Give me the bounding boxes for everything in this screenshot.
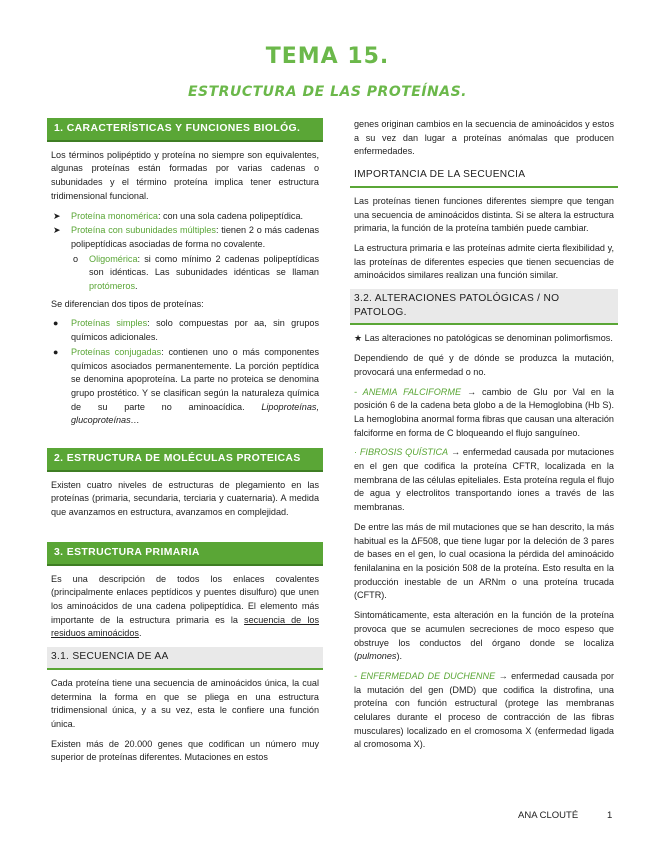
text: → enfermedad causada por la mutación del gen (DMD) que codifica la distrofina, una proteína con función estructural (protege las membranas celulares durante el proceso de contracción de las fibras musculares) localizado en el cromosoma X (enfermedad ligada al cromosoma X). [354, 670, 614, 750]
left-column [47, 118, 323, 771]
term: protómeros [89, 281, 135, 292]
paragraph [350, 670, 618, 752]
paragraph: Cada proteína tiene una secuencia de aminoácidos única, la cual determina la forma en que se pliega en una estructura tridimensional única, y a su vez, esta le confiere una función única. [51, 677, 319, 729]
term: Proteínas simples [71, 318, 148, 329]
section-heading-3: 3. ESTRUCTURA PRIMARIA [47, 542, 323, 566]
text: Sintomáticamente, esta alteración en la función de la proteína provoca que se acumulen secreciones de moco espeso que obstruye los conductos del órgano donde se localiza ( [354, 610, 614, 662]
paragraph: Existen cuatro niveles de estructuras de plegamiento en las proteínas (primaria, secundaria, terciaria y cuaternaria). A medida que avanzamos en estructura, avanzamos en complejidad. [51, 479, 319, 518]
term-text: : con una sola cadena polipeptídica. [157, 210, 304, 221]
term: Oligomérica [89, 253, 138, 264]
paragraph: De entre las más de mil mutaciones que se han descrito, la más habitual es la ΔF508, que tiene lugar por la deleción de 3 pares de bases en el gen, lo cual ocasiona la pérdida del aminoácido fenilalanina en la posición 508 de la proteína. Esto resulta en la producción inestable de un ARNm o una proteína trucada (CFTR). [354, 521, 614, 601]
paragraph [350, 446, 618, 515]
text: → cambio de Glu por Val en la posición 6 de la cadena beta globo a de la Hemoglobina (Hb S). La hemoglobina anormal forma fibras que causan una alteración falciforme en forma de C bloqueando el flujo sanguíneo. [354, 386, 614, 438]
disease-term: - ANEMIA FALCIFORME [354, 386, 462, 397]
page-subtitle: ESTRUCTURA DE LAS PROTEÍNAS. [187, 84, 467, 100]
paragraph [350, 609, 618, 664]
punctuation: . [135, 281, 138, 292]
protein-kinds-list [47, 317, 323, 428]
footer-author: ANA CLOUTÉ [518, 810, 579, 821]
paragraph: Se diferencian dos tipos de proteínas: [51, 298, 204, 309]
punctuation: . [138, 628, 142, 639]
disease-term: · FIBROSIS QUÍSTICA [354, 447, 449, 458]
section-heading-2: 2. ESTRUCTURA DE MOLÉCULAS PROTEICAS [47, 448, 323, 472]
term: Proteína monomérica [71, 210, 158, 221]
list-item [51, 253, 319, 294]
subsection-heading-3-2: 3.2. ALTERACIONES PATOLÓGICAS / NO PATOLOG. [350, 289, 618, 325]
list-item [51, 317, 319, 344]
paragraph: ★ Las alteraciones no patológicas se denominan polimorfismos. [354, 333, 613, 344]
italic-text: pulmones [357, 651, 397, 662]
term: Proteínas conjugadas [71, 346, 162, 357]
paragraph: Existen más de 20.000 genes que codifican un número muy superior de proteínas diferentes. Mutaciones en estos [51, 738, 319, 763]
punctuation: ). [396, 651, 403, 662]
term-text: : tienen 2 o más cadenas polipeptídicas asociadas de forma no covalente. [71, 225, 319, 249]
page-number: 1 [607, 810, 613, 821]
page-title: TEMA 15. [265, 44, 390, 69]
paragraph: Los términos polipéptido y proteína no siempre son equivalentes, algunas proteínas están formadas por varias cadenas o subunidades y el término proteína implica tener estructura tridimensional funcional. [51, 149, 319, 201]
example-text: Lipoproteínas, glucoproteínas… [71, 401, 319, 426]
section-heading-1: 1. CARACTERÍSTICAS Y FUNCIONES BIOLÓG. [47, 118, 323, 142]
list-item [51, 210, 319, 224]
text: Es una descripción de todos los enlaces covalentes (principalmente enlaces peptídicos y puentes disulfuro) que unen los aminoácidos de una cadena polipeptídica. El elemento más importante de la estructura primaria es la [51, 573, 319, 625]
dot-bullet-icon: ● [53, 318, 59, 329]
arrow-bullet-icon: ➤ [53, 210, 61, 221]
paragraph [47, 573, 323, 642]
list-item [51, 224, 319, 251]
text: → enfermedad causada por mutaciones en el gen que codifica la proteína CFTR, localizada en la membrana de las células epiteliales. Esta proteína regula el flujo de agua y electrolitos transportando iones a través de las membranas. [354, 447, 614, 513]
underlined-text: secuencia de los residuos aminoácidos [51, 614, 319, 639]
disease-term: - ENFERMEDAD DE DUCHENNE [354, 670, 496, 681]
arrow-bullet-icon: ➤ [53, 225, 61, 236]
right-column [350, 118, 618, 758]
list-item [51, 346, 319, 428]
circle-bullet-icon: o [73, 253, 79, 264]
term: Proteína con subunidades múltiples [71, 225, 216, 236]
paragraph: Las proteínas tienen funciones diferentes siempre que tengan una secuencia de aminoácidos distinta. Si se altera la estructura primaria, la función de la proteína también puede cambiar. [354, 195, 614, 234]
subsection-heading-3-1: 3.1. SECUENCIA DE AA [47, 647, 323, 670]
subsection-heading-importancia: IMPORTANCIA DE LA SECUENCIA [350, 165, 618, 188]
dot-bullet-icon: ● [53, 346, 59, 357]
term-text: : contienen uno o más componentes químicos asociados permanentemente. La porción peptídica se denomina apoproteína. La parte no proteica se denomina grupo prostético. Y se clasifican según la naturaleza química de su parte no aminoacídica. [71, 346, 320, 412]
protein-types-list [47, 210, 323, 294]
paragraph: Dependiendo de qué y de dónde se produzca la mutación, provocará una enfermedad o no. [354, 353, 614, 377]
paragraph [350, 386, 618, 441]
paragraph: genes originan cambios en la secuencia de aminoácidos y estos a su vez dan lugar a proteínas anómalas que producen enfermedades. [354, 119, 614, 157]
paragraph: La estructura primaria e las proteínas admite cierta flexibilidad y, las proteínas de diferentes especies que tienen secuencias de aminoácidos similares realizan una función similar. [354, 242, 614, 281]
term-text: : solo compuestas por aa, sin grupos químicos adicionales. [71, 318, 319, 343]
term-text: : si como mínimo 2 cadenas polipeptídicas son idénticas. Las subunidades idénticas se llaman [89, 253, 319, 278]
